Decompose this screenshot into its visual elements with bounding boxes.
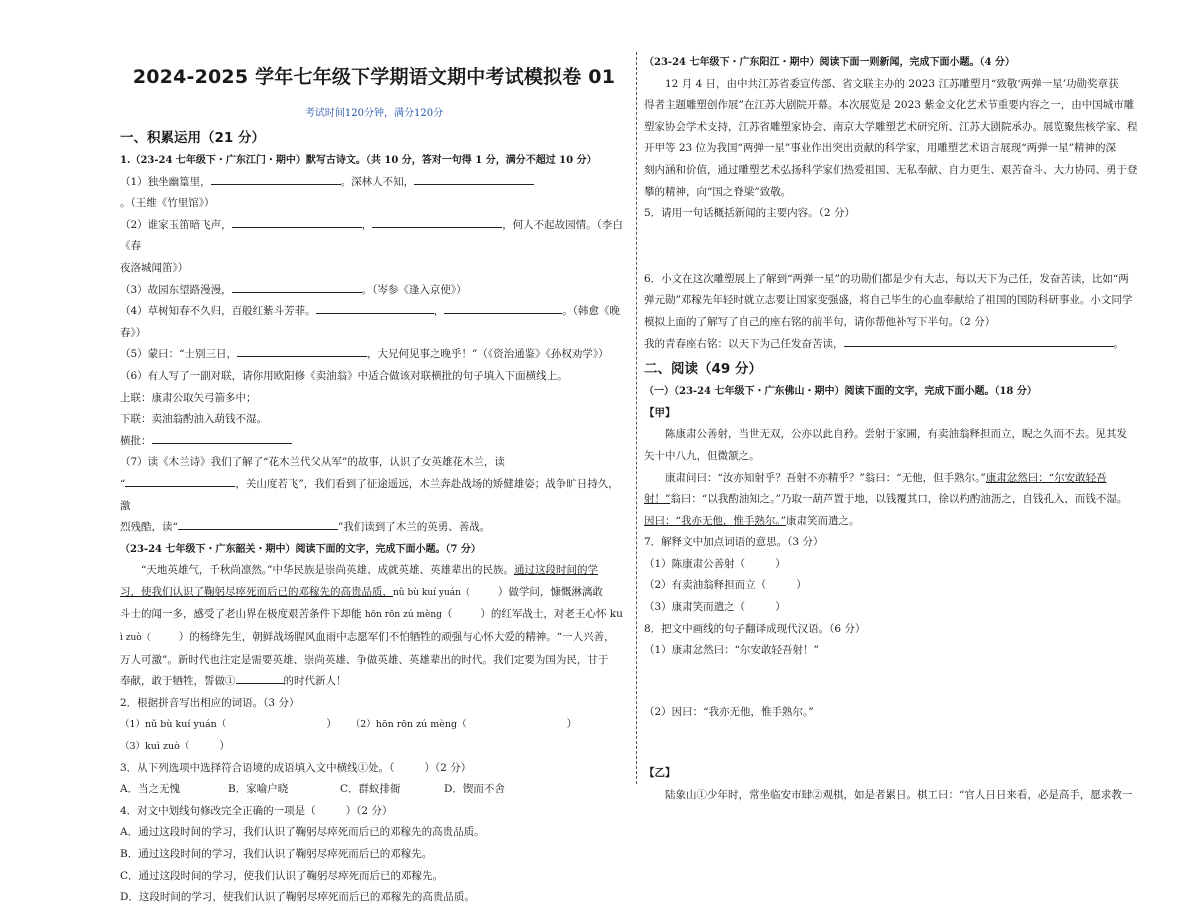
- passage-2-text: 奉献，敢于牺牲，誓做①: [120, 675, 236, 688]
- news-line-4: 开甲等 23 位为我国“两弹一星”事业作出突出贡献的科学家，用雕塑艺术语言展现“两弹一星”精神的深: [644, 142, 1117, 155]
- q7-item-3: [644, 597, 1150, 619]
- answer-blank[interactable]: [844, 334, 1114, 347]
- paren-close: ）: [775, 601, 786, 614]
- q1-line-4: [120, 301, 628, 344]
- answer-blank[interactable]: [125, 474, 235, 487]
- right-column: [644, 52, 1150, 807]
- pinyin: hōn rōn zú mèng: [364, 610, 442, 621]
- q2-2: （2）hōn rōn zú mèng（: [350, 719, 467, 731]
- motto-end: 。: [1113, 337, 1124, 350]
- q1-3-text: （3）故园东望路漫漫，: [120, 283, 232, 296]
- passage-2-text: ）的红军战士，对老王心怀 ku: [480, 608, 623, 621]
- jia-line-2: 矢十中八九，但微颔之。: [644, 449, 760, 462]
- underlined-sentence: 因曰：“我亦无他，惟手熟尔。”: [644, 514, 786, 527]
- q1-line-7b: [120, 474, 628, 517]
- passage-2-text: ）做学问，慷慨淋漓敢: [497, 585, 603, 598]
- jia-line-1: 陈康肃公善射，当世无双，公亦以此自矜。尝射于家圃，有卖油翁释担而立，睨之久而不去。见其发: [665, 428, 1127, 441]
- q1-2-text-c: ，何人不起故园情。（李白《春: [120, 218, 623, 253]
- q1-line-7: （7）读《木兰诗》我们了解了“花木兰代父从军”的故事，认识了女英雄花木兰，读: [120, 456, 505, 469]
- q1-line-2: [120, 215, 628, 258]
- passage-2-line-4: [120, 627, 628, 650]
- label-yi: 【乙】: [644, 767, 676, 780]
- q1-4-text-b: ，: [433, 305, 445, 318]
- question-1: 1.（23-24 七年级下・广东江门・期中）默写古诗文。（共 10 分，答对一句得 1 分，满分不超过 10 分）: [120, 155, 597, 166]
- paren-close: ）: [775, 557, 786, 570]
- q2-1: （1）nǔ bù kuí yuán（: [120, 719, 227, 731]
- q1-5-text-b: ，大兄何见事之晚乎！”（《资治通鉴》《孙权劝学》）: [367, 348, 609, 361]
- q4-option-a[interactable]: A．通过这段时间的学习，我们认识了鞠躬尽瘁死而后已的邓稼先的高贵品质。: [120, 826, 485, 839]
- question-7: 7．解释文中加点词语的意思。（3 分）: [644, 536, 824, 549]
- q1-2-text-b: ，: [361, 218, 373, 231]
- section-heading-reading: 二、阅读（49 分）: [644, 361, 762, 378]
- question-4: [120, 801, 628, 823]
- question-2: 2．根据拼音写出相应的词语。（3 分）: [120, 696, 300, 709]
- couplet-upper: 上联：康肃公取矢弓箭多中；: [120, 391, 257, 404]
- option-b[interactable]: B．家喻户晓: [228, 783, 289, 796]
- left-column: [120, 124, 628, 909]
- couplet-horizontal: [120, 431, 628, 453]
- underlined-sentence: 习，使我们认识了鞠躬尽瘁死而后已的邓稼先的高贵品质，: [120, 585, 393, 598]
- q1-5-text: （5）蒙曰：“士别三日，: [120, 348, 238, 361]
- passage-2-line-3: [120, 604, 628, 627]
- answer-blank[interactable]: [237, 344, 367, 357]
- answer-space[interactable]: [644, 225, 1150, 269]
- jia-line-5: [644, 511, 1150, 533]
- page-title: 2024-2025 学年七年级下学期语文期中考试模拟卷 01: [132, 66, 616, 88]
- answer-blank[interactable]: [414, 172, 534, 185]
- q2-items-line-2: [120, 736, 628, 758]
- answer-space[interactable]: [644, 662, 1150, 702]
- underlined-sentence: 射！”: [644, 493, 671, 506]
- passage-2-source: （23-24 七年级下・广东韶关・期中）阅读下面的文字，完成下面小题。（7 分）: [120, 543, 481, 555]
- question-6-line-1: 6．小文在这次雕塑展上了解到“两弹一星”的功勋们都是少有大志，每以天下为己任，发奋苦读，比如“两: [644, 272, 1129, 285]
- yi-line-1: 陆象山①少年时，常坐临安市肆②观棋，如是者累日。棋工曰：“官人日日来看，必是高手，愿求教一: [665, 789, 1133, 802]
- paren-close: ）: [566, 718, 578, 731]
- passage-3-source: （一）（23-24 七年级下・广东佛山・期中）阅读下面的文字，完成下面小题。（18 分）: [644, 386, 1037, 398]
- q1-1-text: （1）独坐幽篁里，: [120, 175, 211, 188]
- section-heading-accumulation: 一、积累运用（21 分）: [120, 130, 265, 146]
- q2-items-line-1: [120, 714, 628, 736]
- question-6-line-2: 弹元勋”邓稼先年轻时就立志要让国家变强盛，将自己毕生的心血奉献给了祖国的国防科研事业。小文同学: [644, 294, 1133, 307]
- paren-close: ）: [326, 718, 337, 731]
- news-line-2: 得者主题雕塑创作展”在江苏大剧院开幕。本次展览是 2023 紫金文化艺术节重要内容之一，由中国城市雕: [644, 99, 1135, 112]
- passage-2-text: （: [441, 608, 453, 621]
- q3-options: [120, 779, 628, 801]
- option-d[interactable]: D．锲而不舍: [444, 783, 505, 796]
- column-divider: [636, 52, 637, 784]
- pinyin: ì zuò（: [120, 633, 151, 644]
- option-a[interactable]: A．当之无愧: [120, 783, 181, 796]
- answer-blank[interactable]: [152, 431, 292, 444]
- news-line-5: 刻内涵和价值，通过雕塑艺术弘扬科学家们热爱祖国、无私奉献、自力更生、艰苦奋斗、大力协同、勇于登: [644, 163, 1138, 176]
- q7-3: （3）康肃笑而遣之（: [644, 601, 746, 614]
- q1-1-text-b: 。深林人不知，: [340, 175, 415, 188]
- question-3-score: ）（2 分）: [424, 761, 472, 774]
- jia-text: 翁曰：“以我酌油知之。”乃取一葫芦置于地，以钱覆其口，徐以杓酌油沥之，自钱孔入，而钱不湿。: [670, 493, 1128, 506]
- jia-line-4: [644, 489, 1150, 511]
- q1-line-1: [120, 172, 628, 215]
- answer-blank[interactable]: [232, 215, 362, 228]
- answer-blank[interactable]: [232, 280, 362, 293]
- q1-line-2b: 夜洛城闻笛》）: [120, 261, 189, 274]
- option-c[interactable]: C．群蚁排衙: [340, 783, 401, 796]
- passage-2-line-2: [120, 582, 628, 605]
- paren-close: ）: [796, 579, 807, 592]
- answer-space[interactable]: [644, 723, 1150, 763]
- label-jia: 【甲】: [644, 406, 676, 419]
- q4-option-d[interactable]: D．这段时间的学习，使我们认识了鞠躬尽瘁死而后已的邓稼先的高贵品质。: [120, 891, 475, 904]
- q8-item-1: （1）康肃忿然曰：“尔安敢轻吾射！”: [644, 644, 819, 657]
- q1-7-quote-open: “: [120, 477, 126, 490]
- news-source: （23-24 七年级下・广东阳江・期中）阅读下面一则新闻，完成下面小题。（4 分）: [644, 57, 1015, 68]
- q1-line-6: （6）有人写了一副对联，请你用欧阳修《卖油翁》中适合做该对联横批的句子填入下面横线上。: [120, 369, 568, 382]
- q2-3: （3）kuì zuò（: [120, 741, 190, 753]
- q1-3-source: 。（岑参《逢入京使》）: [361, 283, 467, 296]
- q8-item-2: （2）因曰：“我亦无他，惟手熟尔。”: [644, 705, 814, 718]
- passage-2-text: ）的杨绛先生，朝鲜战场腥风血雨中志愿军们不怕牺牲的顽强与心怀大爱的精神。“一人兴善，: [178, 631, 615, 644]
- q7-item-2: [644, 575, 1150, 597]
- passage-2-line-5: 万人可激”。新时代也注定是需要英雄、崇尚英雄、争做英雄、英雄辈出的时代。我们定要为国为民，甘于: [120, 653, 609, 666]
- answer-blank[interactable]: [211, 172, 341, 185]
- q1-line-3: [120, 280, 628, 302]
- underlined-sentence: 康肃忿然曰：“尔安敢轻吾: [985, 471, 1107, 484]
- q7-1: （1）陈康肃公善射（: [644, 557, 746, 570]
- question-5: 5．请用一句话概括新闻的主要内容。（2 分）: [644, 207, 855, 220]
- q1-4-text: （4）草树知春不久归，百般红紫斗芳菲。: [120, 305, 316, 318]
- q7-item-1: [644, 554, 1150, 576]
- q1-2-text: （2）谁家玉笛暗飞声，: [120, 218, 232, 231]
- question-6-line-3: 模拟上面的了解写了自己的座右铭的前半句，请你帮他补写下半句。（2 分）: [644, 315, 996, 328]
- motto-text: 我的青春座右铭：以天下为己任发奋苦读，: [644, 337, 844, 350]
- answer-blank[interactable]: [178, 517, 338, 530]
- news-line-1: 12 月 4 日，由中共江苏省委宣传部、省文联主办的 2023 江苏雕塑月“致敬‘两弹一星’功勋奖章获: [665, 77, 1119, 90]
- couplet-lower: 下联：卖油翁酌油入葫钱不湿。: [120, 413, 267, 426]
- passage-2-text: 的时代新人！: [283, 675, 347, 688]
- q4-option-c[interactable]: C．通过这段时间的学习，使我们认识了鞠躬尽瘁死而后已的邓稼先。: [120, 869, 444, 882]
- news-line-6: 攀的精神，向“国之脊梁”致敬。: [644, 185, 792, 198]
- question-8: 8．把文中画线的句子翻译成现代汉语。（6 分）: [644, 622, 866, 635]
- q1-7-text-e: ”我们读到了木兰的英勇、善战。: [337, 521, 491, 534]
- answer-blank[interactable]: [236, 671, 284, 684]
- question-4-text: 4．对文中划线句修改完全正确的一项是（: [120, 804, 316, 817]
- underlined-sentence: 通过这段时间的学: [513, 564, 598, 577]
- q1-4-source: 。（韩愈《晚春》）: [120, 305, 620, 339]
- pinyin: nǔ bù kuí yuán（: [393, 587, 470, 598]
- exam-subtitle: 考试时间120分钟，满分120分: [304, 108, 444, 119]
- answer-blank[interactable]: [316, 301, 434, 314]
- passage-2-line-1: [120, 560, 628, 582]
- answer-blank[interactable]: [444, 301, 562, 314]
- q1-7-text-c: ，关山度若飞”，我们看到了征途遥远，木兰奔赴战场的矫健雄姿；战争旷日持久，激: [120, 477, 619, 512]
- answer-blank[interactable]: [372, 215, 502, 228]
- jia-text: 康肃笑而遣之。: [786, 514, 860, 527]
- passage-2-line-6: [120, 671, 628, 693]
- passage-2-text: “天地英雄气，千秋尚凛然。”中华民族是崇尚英雄、成就英雄、英雄辈出的民族。: [141, 564, 514, 577]
- paren-close: ）: [219, 740, 230, 753]
- q4-option-b[interactable]: B．通过这段时间的学习，我们认识了鞠躬尽瘁死而后已的邓稼先。: [120, 848, 433, 860]
- q1-line-7c: [120, 517, 628, 539]
- passage-2-text: 斗士的闻一多，感受了老山界在极度艰苦条件下却能: [120, 608, 362, 621]
- question-4-score: ）（2 分）: [345, 804, 393, 817]
- motto-line: [644, 334, 1150, 356]
- jia-line-3: [644, 468, 1150, 490]
- q7-2: （2）有卖油翁释担而立（: [644, 579, 767, 592]
- jia-text: 康肃问曰：“汝亦知射乎？吾射不亦精乎？”翁曰：“无他，但手熟尔。”: [665, 471, 986, 484]
- q1-line-5: [120, 344, 628, 366]
- q1-1-source: 。（王维《竹里馆》）: [120, 197, 215, 210]
- question-3: [120, 758, 628, 780]
- couplet-horizontal-label: 横批：: [120, 434, 152, 447]
- q1-7-text-d: 烈残酷，读“: [120, 521, 178, 534]
- news-line-3: 塑家协会学术支持，江苏省雕塑家协会、南京大学雕塑艺术研究所、江苏大剧院承办。展览聚焦核学家、程: [644, 120, 1138, 133]
- question-3-text: 3．从下列选项中选择符合语境的成语填入文中横线①处。（: [120, 761, 395, 774]
